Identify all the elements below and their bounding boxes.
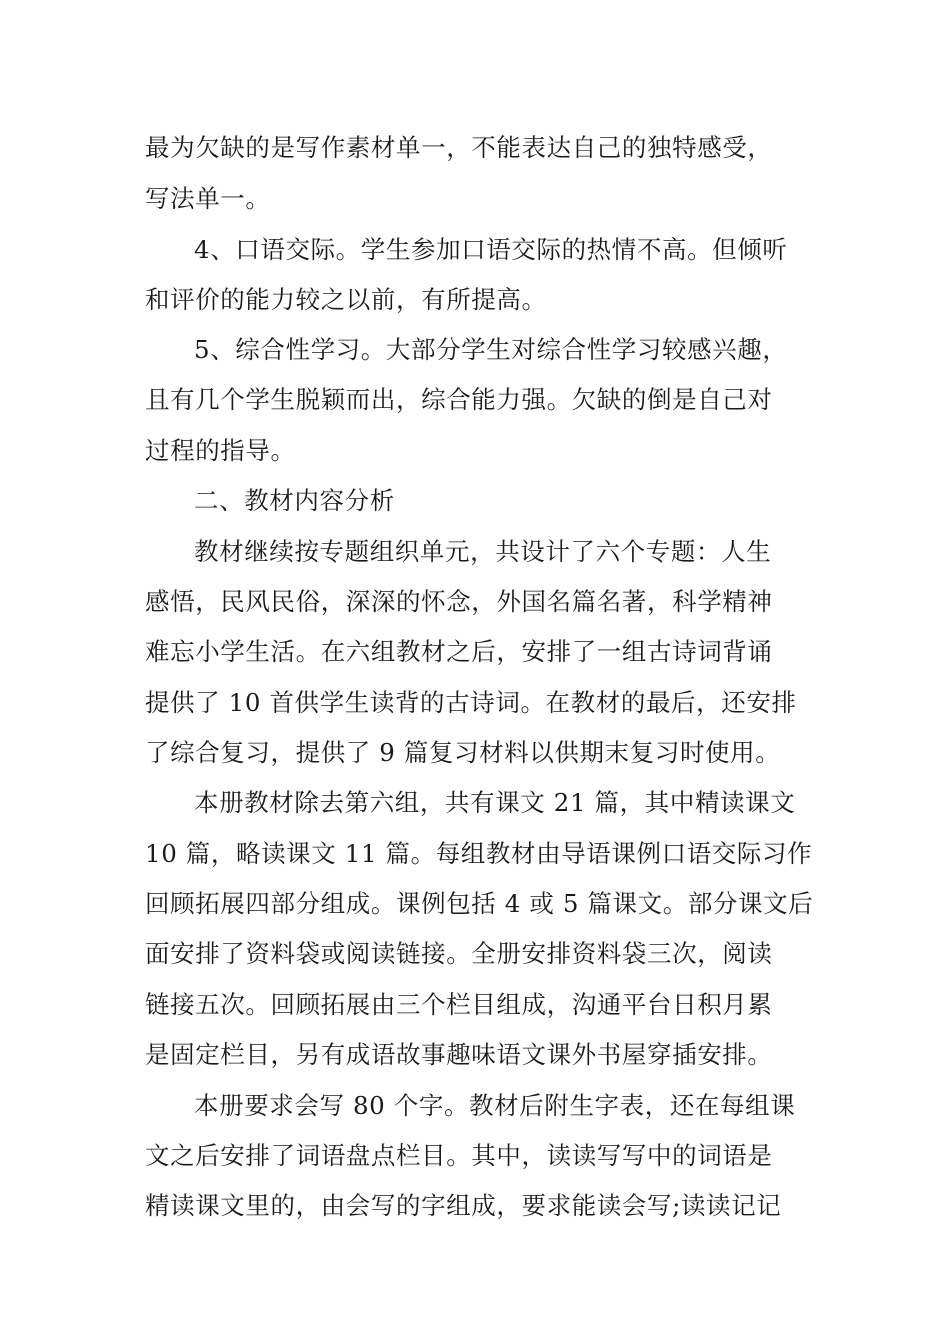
section-heading: 二、教材内容分析	[194, 486, 395, 515]
text-line: 文之后安排了词语盘点栏目。其中，读读写写中的词语是	[145, 1141, 773, 1170]
text-line: 面安排了资料袋或阅读链接。全册安排资料袋三次，阅读	[145, 939, 773, 968]
text-line: 链接五次。回顾拓展由三个栏目组成，沟通平台日积月累	[145, 990, 773, 1019]
text-line: 4、口语交际。学生参加口语交际的热情不高。但倾听	[194, 235, 788, 264]
text-line: 回顾拓展四部分组成。课例包括 4 或 5 篇课文。部分课文后	[145, 889, 814, 918]
text-line: 本册教材除去第六组，共有课文 21 篇，其中精读课文	[194, 788, 796, 817]
text-line: 写法单一。	[145, 184, 271, 213]
text-line: 提供了 10 首供学生读背的古诗词。在教材的最后，还安排	[145, 688, 797, 717]
text-line: 本册要求会写 80 个字。教材后附生字表，还在每组课	[194, 1091, 796, 1120]
text-line: 感悟，民风民俗，深深的怀念，外国名篇名著，科学精神	[145, 587, 773, 616]
text-line: 10 篇，略读课文 11 篇。每组教材由导语课例口语交际习作	[145, 839, 813, 868]
text-line: 教材继续按专题组织单元，共设计了六个专题：人生	[194, 537, 772, 566]
text-line: 了综合复习，提供了 9 篇复习材料以供期末复习时使用。	[145, 738, 781, 767]
text-line: 最为欠缺的是写作素材单一，不能表达自己的独特感受，	[145, 133, 773, 162]
text-line: 5、综合性学习。大部分学生对综合性学习较感兴趣，	[194, 335, 788, 364]
text-line: 难忘小学生活。在六组教材之后，安排了一组古诗词背诵	[145, 637, 773, 666]
text-line: 精读课文里的，由会写的字组成，要求能读会写;读读记记	[145, 1191, 782, 1220]
text-line: 是固定栏目，另有成语故事趣味语文课外书屋穿插安排。	[145, 1040, 773, 1069]
text-line: 和评价的能力较之以前，有所提高。	[145, 285, 547, 314]
text-line: 且有几个学生脱颖而出，综合能力强。欠缺的倒是自己对	[145, 385, 773, 414]
text-line: 过程的指导。	[145, 436, 296, 465]
